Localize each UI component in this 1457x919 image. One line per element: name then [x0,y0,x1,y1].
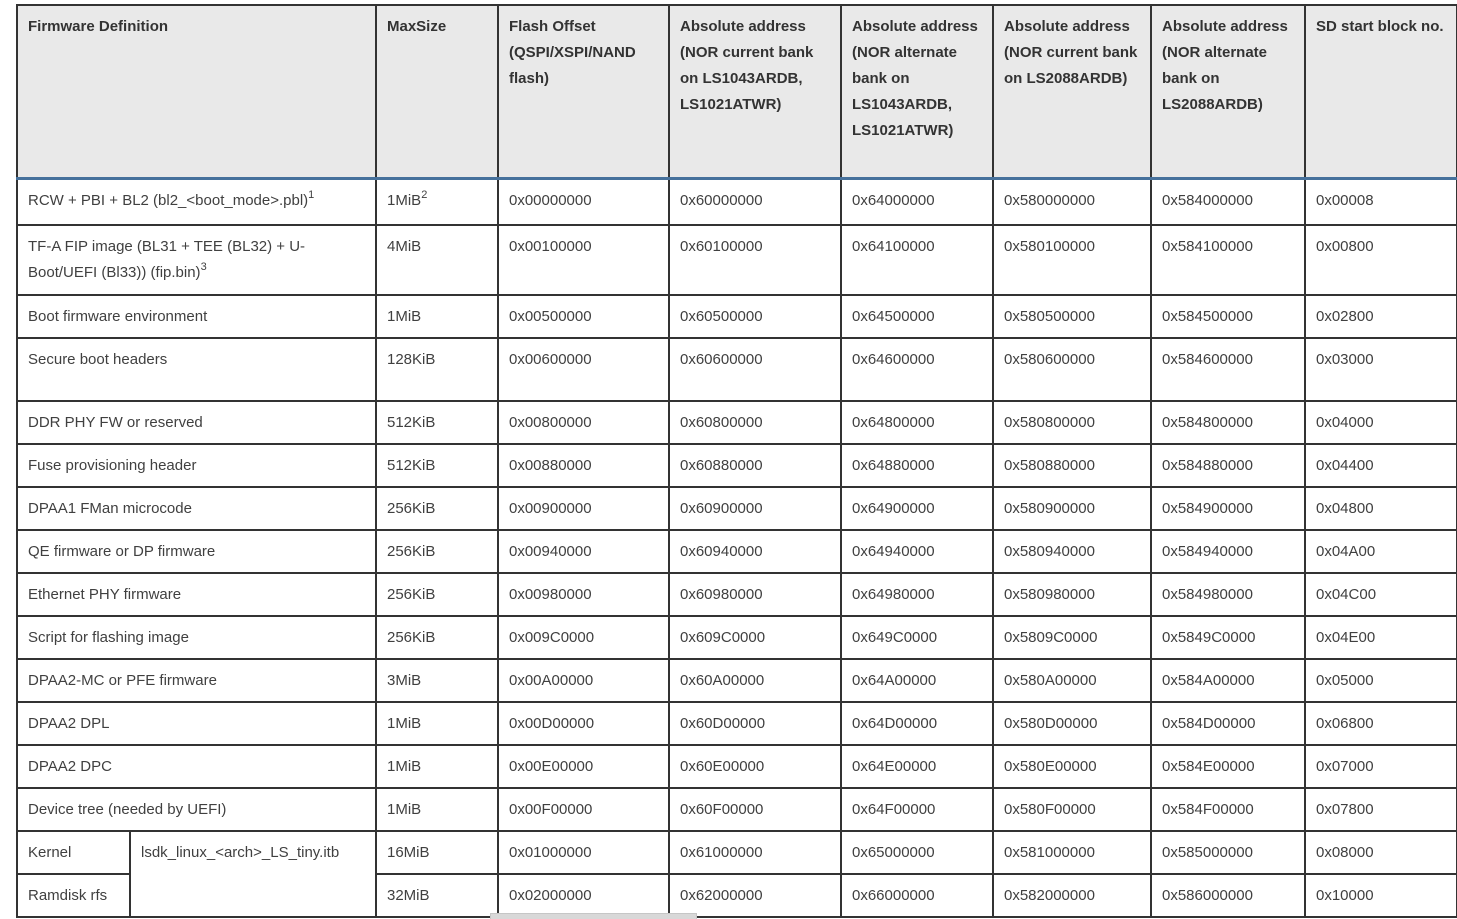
cell-flash-offset: 0x01000000 [498,831,669,874]
cell-sd-start-block: 0x04A00 [1305,530,1457,573]
cell-flash-offset: 0x00900000 [498,487,669,530]
cell-nor-current-ls2088: 0x580800000 [993,401,1151,444]
cell-sd-start-block: 0x00008 [1305,178,1457,225]
cell-flash-offset: 0x00800000 [498,401,669,444]
cell-nor-alternate-ls2088: 0x584900000 [1151,487,1305,530]
cell-maxsize: 16MiB [376,831,498,874]
cell-sd-start-block: 0x00800 [1305,225,1457,295]
cell-flash-offset: 0x00A00000 [498,659,669,702]
cell-nor-current-ls2088: 0x580F00000 [993,788,1151,831]
cell-nor-alternate-ls1043: 0x64D00000 [841,702,993,745]
cell-nor-current-ls2088: 0x580940000 [993,530,1151,573]
table-row [17,745,1457,788]
cell-nor-alternate-ls1043: 0x65000000 [841,831,993,874]
horizontal-scrollbar-thumb[interactable] [490,913,697,919]
cell-nor-alternate-ls2088: 0x584E00000 [1151,745,1305,788]
cell-maxsize: 1MiB$^2$ [376,178,498,225]
cell-sd-start-block: 0x04400 [1305,444,1457,487]
cell-nor-current-ls1043: 0x60D00000 [669,702,841,745]
table-row [17,788,1457,831]
cell-maxsize: 256KiB [376,487,498,530]
cell-flash-offset: 0x00880000 [498,444,669,487]
cell-nor-current-ls1043: 0x60100000 [669,225,841,295]
firmware-layout-table [16,4,1457,918]
cell-firmware-name: Ethernet PHY firmware [17,573,376,616]
cell-firmware-name: QE firmware or DP firmware [17,530,376,573]
cell-firmware-name: DPAA2-MC or PFE firmware [17,659,376,702]
cell-nor-alternate-ls1043: 0x64600000 [841,338,993,401]
cell-firmware-file: lsdk_linux_<arch>_LS_tiny.itb [130,831,376,917]
cell-flash-offset: 0x00600000 [498,338,669,401]
cell-maxsize: 256KiB [376,573,498,616]
cell-firmware-name: Secure boot headers [17,338,376,401]
cell-nor-alternate-ls2088: 0x584880000 [1151,444,1305,487]
cell-nor-alternate-ls2088: 0x585000000 [1151,831,1305,874]
cell-maxsize: 1MiB [376,788,498,831]
cell-nor-alternate-ls2088: 0x584100000 [1151,225,1305,295]
cell-nor-current-ls2088: 0x580880000 [993,444,1151,487]
cell-nor-alternate-ls2088: 0x584800000 [1151,401,1305,444]
cell-nor-current-ls1043: 0x61000000 [669,831,841,874]
table-row [17,444,1457,487]
col-header-maxsize: MaxSize [376,5,498,178]
cell-sd-start-block: 0x02800 [1305,295,1457,338]
cell-firmware-name: Kernel [17,831,130,874]
cell-sd-start-block: 0x07000 [1305,745,1457,788]
cell-sd-start-block: 0x07800 [1305,788,1457,831]
cell-nor-alternate-ls1043: 0x64800000 [841,401,993,444]
cell-nor-current-ls1043: 0x60000000 [669,178,841,225]
cell-nor-current-ls1043: 0x60880000 [669,444,841,487]
cell-nor-alternate-ls2088: 0x584500000 [1151,295,1305,338]
cell-nor-alternate-ls1043: 0x64500000 [841,295,993,338]
cell-sd-start-block: 0x04C00 [1305,573,1457,616]
cell-nor-current-ls2088: 0x580D00000 [993,702,1151,745]
cell-sd-start-block: 0x06800 [1305,702,1457,745]
cell-sd-start-block: 0x04000 [1305,401,1457,444]
cell-firmware-name: Ramdisk rfs [17,874,130,917]
cell-nor-current-ls1043: 0x60980000 [669,573,841,616]
cell-nor-alternate-ls1043: 0x64E00000 [841,745,993,788]
cell-flash-offset: 0x00E00000 [498,745,669,788]
cell-nor-alternate-ls1043: 0x64940000 [841,530,993,573]
cell-firmware-name: Script for flashing image [17,616,376,659]
table-row [17,616,1457,659]
col-header-firmware-definition: Firmware Definition [17,5,376,178]
cell-flash-offset: 0x00100000 [498,225,669,295]
cell-nor-alternate-ls2088: 0x584D00000 [1151,702,1305,745]
cell-nor-current-ls2088: 0x581000000 [993,831,1151,874]
cell-nor-current-ls1043: 0x60E00000 [669,745,841,788]
cell-nor-current-ls2088: 0x580600000 [993,338,1151,401]
cell-nor-alternate-ls1043: 0x66000000 [841,874,993,917]
cell-nor-alternate-ls1043: 0x64A00000 [841,659,993,702]
cell-firmware-name: DPAA2 DPC [17,745,376,788]
cell-maxsize: 1MiB [376,702,498,745]
cell-nor-alternate-ls2088: 0x584F00000 [1151,788,1305,831]
col-header-nor-alternate-ls2088: Absolute address (NOR alternate bank on LS2088ARDB) [1151,5,1305,178]
cell-flash-offset: 0x00000000 [498,178,669,225]
cell-maxsize: 512KiB [376,444,498,487]
table-row [17,487,1457,530]
cell-nor-current-ls1043: 0x60600000 [669,338,841,401]
cell-firmware-name: DDR PHY FW or reserved [17,401,376,444]
cell-nor-alternate-ls2088: 0x584940000 [1151,530,1305,573]
cell-nor-alternate-ls2088: 0x584000000 [1151,178,1305,225]
cell-maxsize: 4MiB [376,225,498,295]
table-row [17,573,1457,616]
cell-sd-start-block: 0x10000 [1305,874,1457,917]
cell-sd-start-block: 0x05000 [1305,659,1457,702]
cell-nor-alternate-ls1043: 0x64100000 [841,225,993,295]
cell-nor-current-ls1043: 0x60900000 [669,487,841,530]
cell-maxsize: 256KiB [376,530,498,573]
cell-firmware-name: Fuse provisioning header [17,444,376,487]
cell-firmware-name: RCW + PBI + BL2 (bl2_<boot_mode>.pbl)$^1$ [17,178,376,225]
cell-nor-alternate-ls2088: 0x584980000 [1151,573,1305,616]
cell-nor-current-ls1043: 0x60500000 [669,295,841,338]
table-row [17,659,1457,702]
cell-firmware-name: Boot firmware environment [17,295,376,338]
cell-nor-current-ls2088: 0x580980000 [993,573,1151,616]
cell-flash-offset: 0x00F00000 [498,788,669,831]
cell-sd-start-block: 0x04800 [1305,487,1457,530]
cell-nor-current-ls2088: 0x580A00000 [993,659,1151,702]
cell-nor-current-ls1043: 0x60800000 [669,401,841,444]
cell-nor-current-ls1043: 0x60940000 [669,530,841,573]
col-header-flash-offset: Flash Offset (QSPI/XSPI/NAND flash) [498,5,669,178]
cell-sd-start-block: 0x03000 [1305,338,1457,401]
cell-nor-current-ls2088: 0x580000000 [993,178,1151,225]
footnote-ref: 3 [200,261,207,273]
cell-nor-current-ls1043: 0x62000000 [669,874,841,917]
cell-maxsize: 128KiB [376,338,498,401]
cell-nor-current-ls2088: 0x582000000 [993,874,1151,917]
cell-maxsize: 256KiB [376,616,498,659]
cell-nor-current-ls1043: 0x60F00000 [669,788,841,831]
footnote-ref: 2 [421,188,428,201]
cell-nor-alternate-ls2088: 0x584A00000 [1151,659,1305,702]
cell-nor-alternate-ls1043: 0x64900000 [841,487,993,530]
header-row [17,5,1457,178]
cell-firmware-name: DPAA2 DPL [17,702,376,745]
cell-flash-offset: 0x00940000 [498,530,669,573]
col-header-sd-start-block: SD start block no. [1305,5,1457,178]
cell-firmware-name: Device tree (needed by UEFI) [17,788,376,831]
cell-firmware-name: DPAA1 FMan microcode [17,487,376,530]
col-header-nor-current-ls2088: Absolute address (NOR current bank on LS2088ARDB) [993,5,1151,178]
col-header-nor-current-ls1043: Absolute address (NOR current bank on LS1043ARDB, LS1021ATWR) [669,5,841,178]
cell-maxsize: 512KiB [376,401,498,444]
cell-nor-current-ls2088: 0x580500000 [993,295,1151,338]
cell-nor-alternate-ls1043: 0x64980000 [841,573,993,616]
table-row [17,401,1457,444]
cell-flash-offset: 0x00D00000 [498,702,669,745]
col-header-nor-alternate-ls1043: Absolute address (NOR alternate bank on LS1043ARDB, LS1021ATWR) [841,5,993,178]
cell-nor-current-ls2088: 0x580900000 [993,487,1151,530]
table-row [17,225,1457,295]
cell-nor-alternate-ls1043: 0x649C0000 [841,616,993,659]
cell-flash-offset: 0x02000000 [498,874,669,917]
cell-sd-start-block: 0x08000 [1305,831,1457,874]
cell-nor-current-ls2088: 0x580100000 [993,225,1151,295]
table-row [17,530,1457,573]
cell-nor-alternate-ls2088: 0x586000000 [1151,874,1305,917]
cell-nor-current-ls1043: 0x60A00000 [669,659,841,702]
cell-nor-alternate-ls2088: 0x584600000 [1151,338,1305,401]
cell-maxsize: 1MiB [376,745,498,788]
cell-nor-current-ls1043: 0x609C0000 [669,616,841,659]
table-row [17,702,1457,745]
cell-maxsize: 3MiB [376,659,498,702]
cell-flash-offset: 0x009C0000 [498,616,669,659]
cell-nor-alternate-ls2088: 0x5849C0000 [1151,616,1305,659]
cell-nor-current-ls2088: 0x580E00000 [993,745,1151,788]
table-row [17,295,1457,338]
cell-sd-start-block: 0x04E00 [1305,616,1457,659]
footnote-ref: 1 [308,188,315,201]
cell-flash-offset: 0x00980000 [498,573,669,616]
cell-maxsize: 1MiB [376,295,498,338]
cell-flash-offset: 0x00500000 [498,295,669,338]
table-row [17,178,1457,225]
cell-nor-alternate-ls1043: 0x64880000 [841,444,993,487]
cell-firmware-name: TF-A FIP image (BL31 + TEE (BL32) + U-Boot/UEFI (Bl33)) (fip.bin)$^3$ [17,225,376,295]
cell-nor-alternate-ls1043: 0x64F00000 [841,788,993,831]
cell-nor-alternate-ls1043: 0x64000000 [841,178,993,225]
cell-maxsize: 32MiB [376,874,498,917]
cell-nor-current-ls2088: 0x5809C0000 [993,616,1151,659]
table-row [17,338,1457,401]
table-row [17,831,1457,874]
